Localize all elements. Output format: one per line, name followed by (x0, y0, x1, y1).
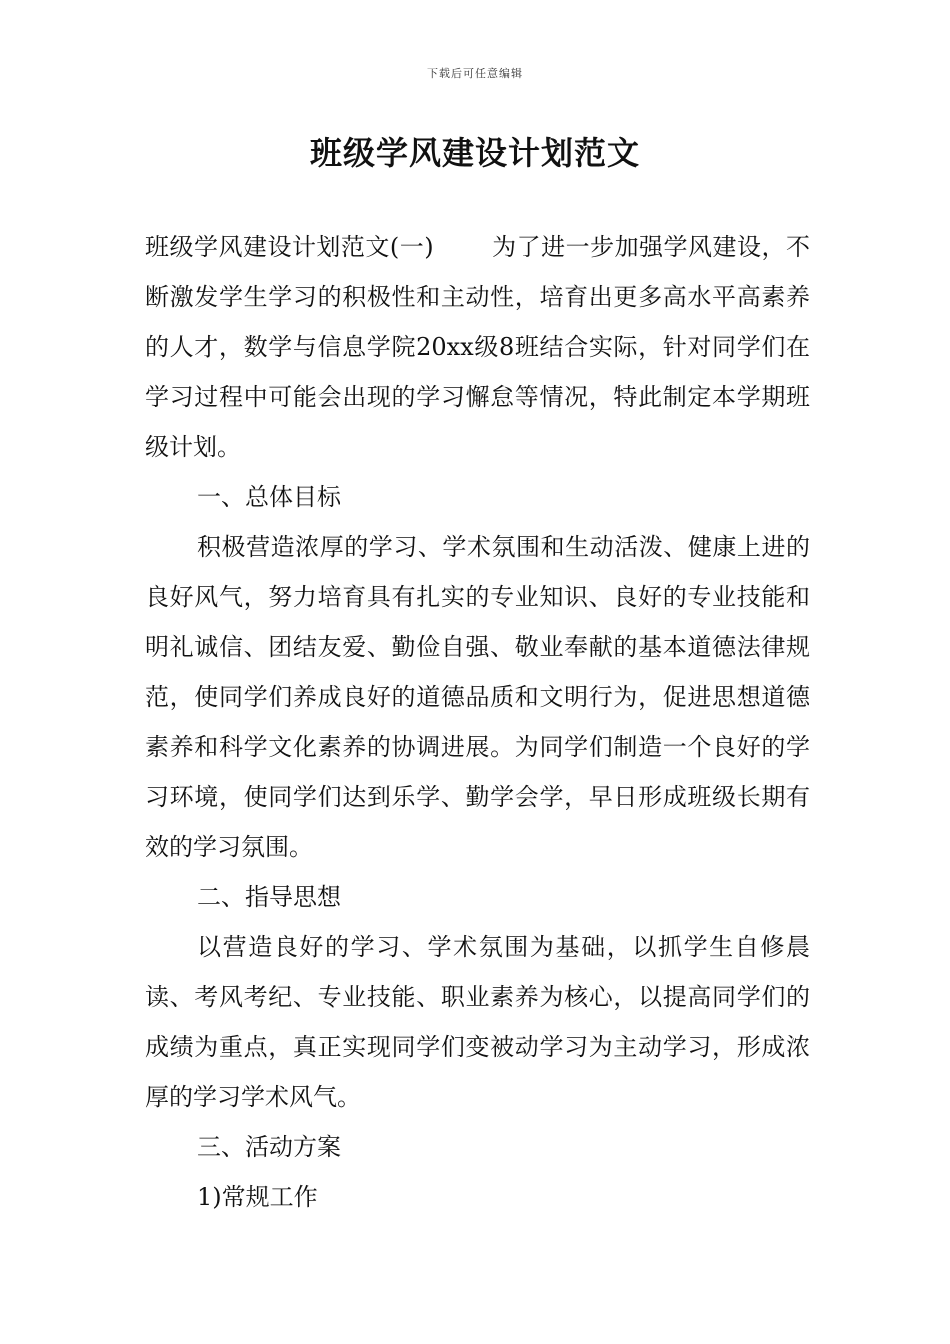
section2-paragraph: 以营造良好的学习、学术氛围为基础，以抓学生自修晨读、考风考纪、专业技能、职业素养为核心，以提高同学们的成绩为重点，真正实现同学们变被动学习为主动学习，形成浓厚的学习学术风气。 (145, 933, 810, 1111)
document-body (145, 222, 810, 1222)
intro-label: 班级学风建设计划范文(一) (145, 233, 434, 261)
intro-text: 为了进一步加强学风建设，不断激发学生学习的积极性和主动性，培育出更多高水平高素养的人才，数学与信息学院20xx级8班结合实际，针对同学们在学习过程中可能会出现的学习懈怠等情况，特此制定本学期班级计划。 (145, 233, 811, 461)
section1-paragraph: 积极营造浓厚的学习、学术氛围和生动活泼、健康上进的良好风气，努力培育具有扎实的专业知识、良好的专业技能和明礼诚信、团结友爱、勤俭自强、敬业奉献的基本道德法律规范，使同学们养成良好的道德品质和文明行为，促进思想道德素养和科学文化素养的协调进展。为同学们制造一个良好的学习环境，使同学们达到乐学、勤学会学，早日形成班级长期有效的学习氛围。 (145, 533, 810, 861)
subsection1-heading: 1)常规工作 (197, 1183, 318, 1211)
intro-paragraph (145, 222, 810, 472)
section2-heading: 二、指导思想 (197, 883, 341, 911)
document-title: 班级学风建设计划范文 (309, 134, 640, 172)
section1-heading: 一、总体目标 (197, 483, 341, 511)
section3-heading: 三、活动方案 (197, 1133, 341, 1161)
header-note: 下载后可任意编辑 (427, 67, 523, 80)
